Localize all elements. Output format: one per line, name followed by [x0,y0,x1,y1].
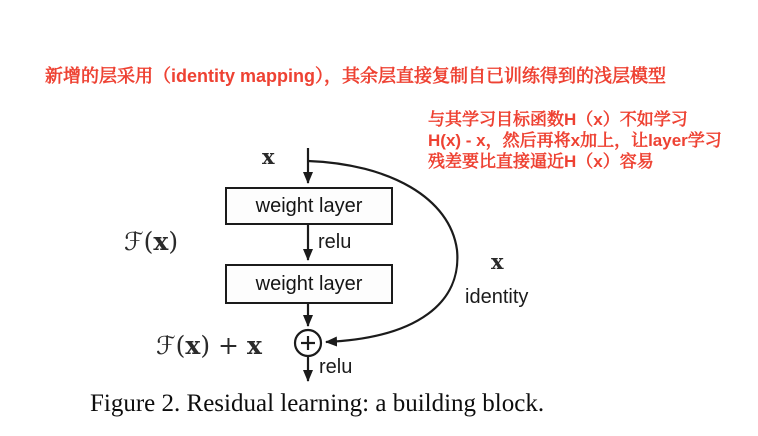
figure-caption: Figure 2. Residual learning: a building block. [90,390,545,417]
relu-mid-label: relu [318,231,352,253]
side-annotation-line-1: 与其学习目标函数H（x）不如学习 [428,110,688,129]
side-annotation-line-3: 残差要比直接逼近H（x）容易 [428,152,654,171]
identity-label: identity [465,286,529,308]
top-annotation: 新增的层采用（identity mapping），其余层直接复制自已训练得到的浅层模型 [45,66,666,86]
weight-layer-2-label: weight layer [255,272,363,295]
add-icon [295,330,321,356]
weight-layer-box-2 [225,264,393,304]
identity-x-label: x [491,249,504,274]
residual-function-label: ℱ(x) [124,227,179,256]
input-x-label: x [262,144,275,169]
side-annotation-line-2: H(x) - x，然后再将x加上，让layer学习 [428,131,722,150]
output-sum-label: ℱ(x) + x [156,331,262,360]
weight-layer-box-1 [225,187,393,225]
relu-out-label: relu [319,356,353,378]
weight-layer-1-label: weight layer [255,194,363,217]
